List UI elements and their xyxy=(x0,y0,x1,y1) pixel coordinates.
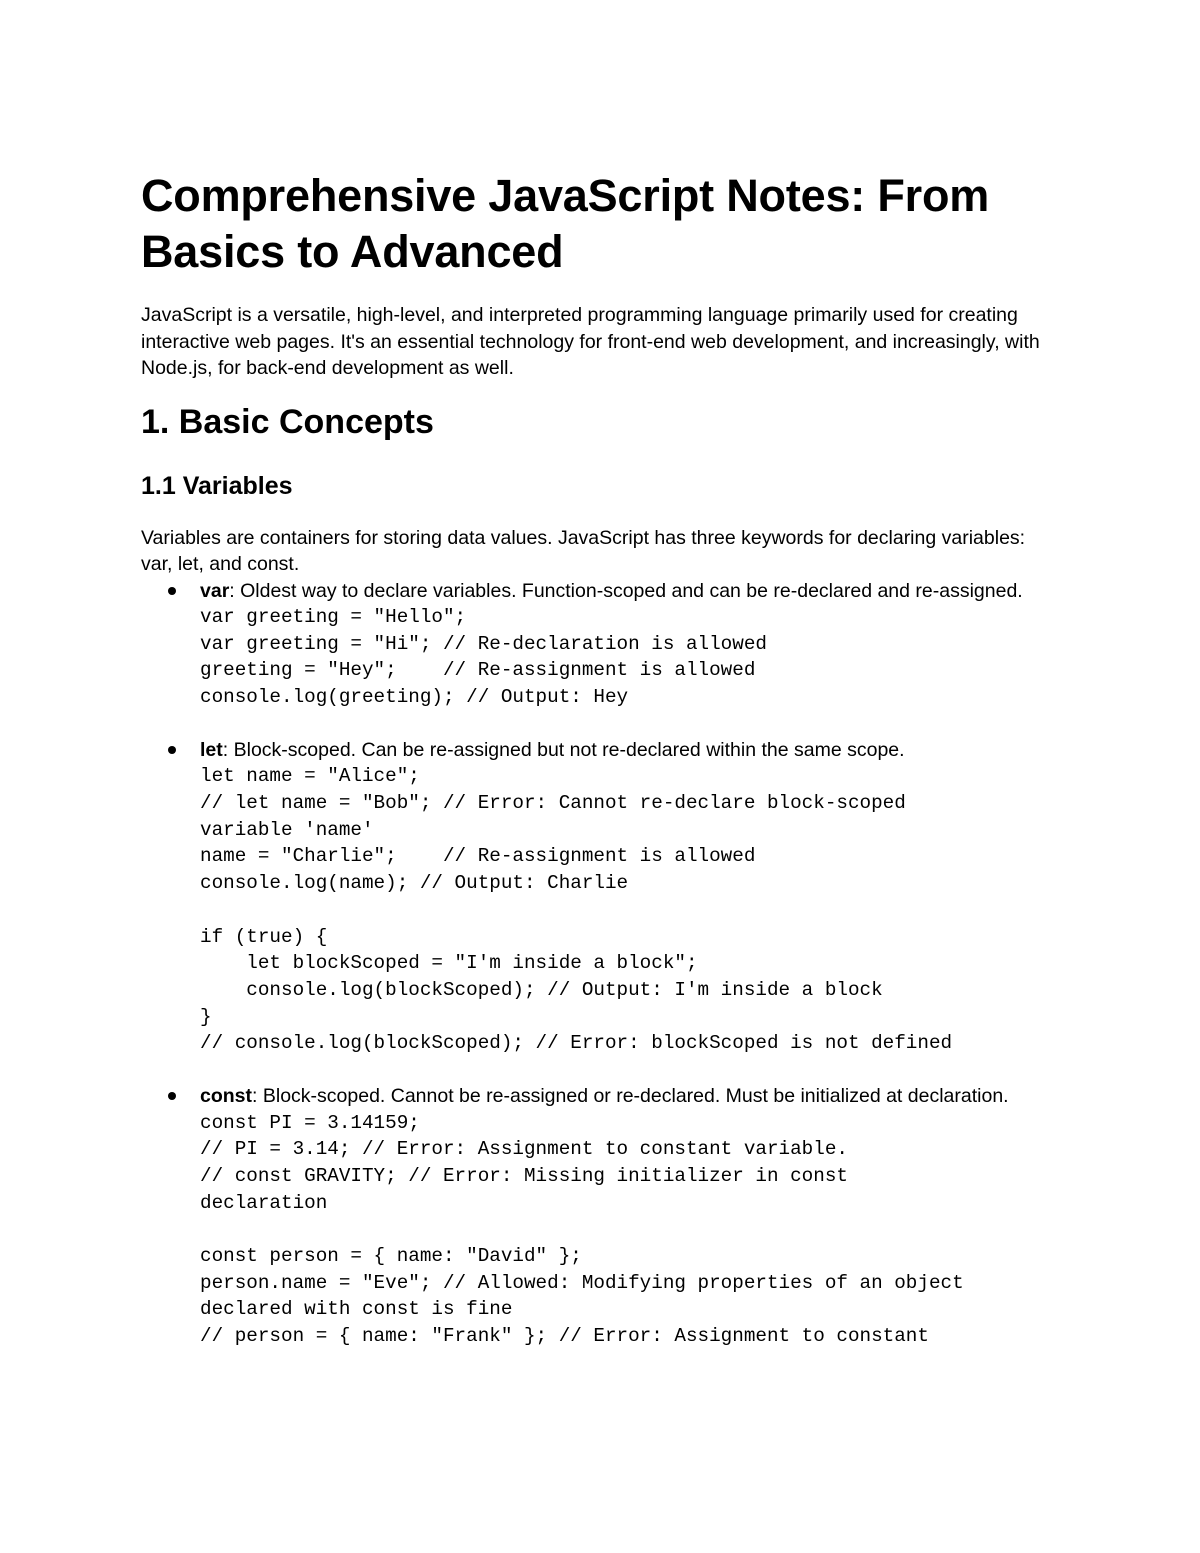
let-description: : Block-scoped. Can be re-assigned but not re-declared within the same scope. xyxy=(222,738,905,761)
bullet-icon xyxy=(168,1092,176,1100)
bullet-icon xyxy=(168,746,176,754)
variables-intro-paragraph: Variables are containers for storing data values. JavaScript has three keywords for declaring variables: var, let, and const. xyxy=(141,526,1026,575)
keyword-let: let xyxy=(200,738,223,761)
document-title: Comprehensive JavaScript Notes: From Basics to Advanced xyxy=(141,170,990,277)
var-description: : Oldest way to declare variables. Function-scoped and can be re-declared and re-assigned. xyxy=(229,579,1023,602)
list-item-let xyxy=(141,737,1061,1057)
document-page xyxy=(141,168,1061,1350)
code-block-const: const PI = 3.14159; // PI = 3.14; // Error: Assignment to constant variable. // const GRAVITY; // Error: Missing initializer in const declaration const person = { name: "David" }; person.name = "Eve"; // Allowed: Modifying properties of an object declared with const is fine // person = { name: "Frank" }; // Error: Assignment to constant xyxy=(200,1111,964,1348)
list-item-const xyxy=(141,1083,1061,1350)
section-heading-basic-concepts: 1. Basic Concepts xyxy=(141,402,434,441)
code-block-let: let name = "Alice"; // let name = "Bob"; // Error: Cannot re-declare block-scoped variable 'name' name = "Charlie"; // Re-assignment is allowed console.log(name); // Output: Charlie if (true) { let blockScoped = "I'm inside a block"; console.log(blockScoped); // Output: I'm inside a block } // console.log(blockScoped); // Error: blockScoped is not defined xyxy=(200,765,953,1055)
bullet-icon xyxy=(168,587,176,595)
list-item-var xyxy=(141,578,1061,711)
const-description: : Block-scoped. Cannot be re-assigned or re-declared. Must be initialized at declaration. xyxy=(252,1085,1009,1108)
intro-paragraph: JavaScript is a versatile, high-level, and interpreted programming language primarily used for creating interactive web pages. It's an essential technology for front-end web development, and increasingly, with Node.js, for back-end development as well. xyxy=(141,304,1040,379)
subsection-heading-variables: 1.1 Variables xyxy=(141,471,293,500)
variable-keyword-list xyxy=(141,578,1061,1350)
keyword-var: var xyxy=(200,579,230,602)
code-block-var: var greeting = "Hello"; var greeting = "Hi"; // Re-declaration is allowed greeting = "Hey"; // Re-assignment is allowed console.log(greeting); // Output: Hey xyxy=(200,606,767,709)
keyword-const: const xyxy=(200,1085,253,1108)
